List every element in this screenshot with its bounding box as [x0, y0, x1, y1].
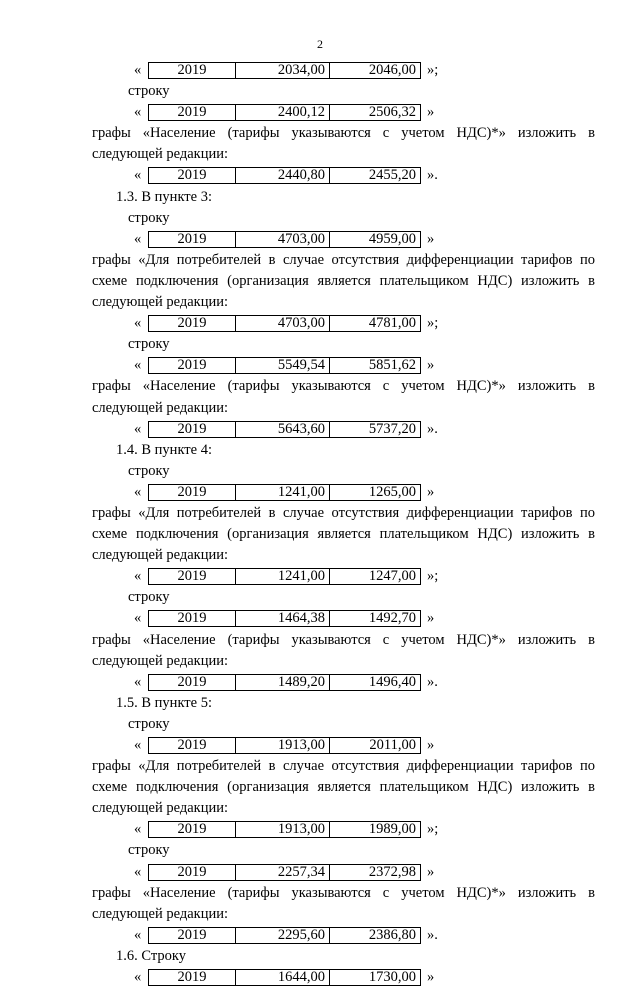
tariff-row [92, 419, 595, 440]
tariff-row [92, 672, 595, 693]
section-heading: 1.6. Строку [116, 947, 186, 964]
tariff-value-2: 1265,00 [330, 484, 421, 500]
tariff-table [148, 927, 421, 944]
tariff-value-1: 4703,00 [236, 316, 330, 332]
tariff-table [148, 674, 421, 691]
document-body [92, 60, 595, 988]
line-label: строку [128, 842, 170, 859]
close-quote: » [427, 737, 435, 753]
tariff-value-1: 2295,60 [236, 927, 330, 943]
year-cell: 2019 [149, 611, 236, 627]
open-quote: « [134, 737, 142, 753]
tariff-value-1: 1489,20 [236, 674, 330, 690]
year-cell: 2019 [149, 927, 236, 943]
open-quote: « [134, 969, 142, 986]
paragraph-line: следующей редакции: [92, 146, 229, 163]
tariff-row [92, 608, 595, 629]
year-cell: 2019 [149, 970, 236, 986]
paragraph-line: следующей редакции: [92, 905, 229, 922]
tariff-value-1: 1241,00 [236, 484, 330, 500]
tariff-value-1: 2034,00 [236, 63, 330, 79]
paragraph-line: схеме подключения (организация является плательщиком НДС) изложить в [92, 526, 595, 543]
tariff-row [92, 735, 595, 756]
line-label: строку [128, 462, 170, 479]
open-quote: « [134, 926, 142, 943]
tariff-value-1: 2257,34 [236, 864, 330, 880]
tariff-value-2: 5851,62 [330, 358, 421, 374]
close-quote: » [427, 863, 435, 880]
tariff-table [148, 821, 421, 838]
tariff-table [148, 421, 421, 438]
tariff-value-2: 4959,00 [330, 231, 421, 247]
year-cell: 2019 [149, 864, 236, 880]
tariff-value-1: 1913,00 [236, 822, 330, 838]
line-label: строку [128, 209, 170, 226]
year-cell: 2019 [149, 484, 236, 500]
year-cell: 2019 [149, 358, 236, 374]
paragraph-line: графы «Для потребителей в случае отсутствия дифференциации тарифов по [92, 758, 595, 775]
paragraph-line: схеме подключения (организация является плательщиком НДС) изложить в [92, 779, 595, 796]
open-quote: « [134, 863, 142, 880]
year-cell: 2019 [149, 421, 236, 437]
paragraph-line: графы «Население (тарифы указываются с учетом НДС)*» изложить в [92, 378, 595, 395]
tariff-value-2: 1496,40 [330, 674, 421, 690]
close-quote: »; [427, 568, 439, 585]
close-quote: »; [427, 821, 439, 838]
close-quote: »; [427, 62, 439, 78]
close-quote: » [427, 357, 435, 374]
tariff-row [92, 102, 595, 123]
tariff-value-2: 4781,00 [330, 316, 421, 332]
close-quote: » [427, 230, 435, 247]
tariff-row [92, 482, 595, 503]
tariff-value-1: 4703,00 [236, 231, 330, 247]
close-quote: » [427, 104, 435, 121]
line-label: строку [128, 83, 170, 100]
tariff-value-1: 1644,00 [236, 970, 330, 986]
line-label: строку [128, 715, 170, 732]
line-label: строку [128, 589, 170, 606]
close-quote: ». [427, 926, 438, 943]
paragraph-line: графы «Для потребителей в случае отсутствия дифференциации тарифов по [92, 251, 595, 268]
open-quote: « [134, 315, 142, 332]
tariff-value-1: 5643,60 [236, 421, 330, 437]
tariff-value-1: 5549,54 [236, 358, 330, 374]
tariff-row [92, 355, 595, 376]
close-quote: ». [427, 673, 438, 690]
open-quote: « [134, 568, 142, 585]
year-cell: 2019 [149, 569, 236, 585]
tariff-table [148, 167, 421, 184]
page-number: 2 [317, 37, 323, 51]
tariff-value-1: 2400,12 [236, 105, 330, 121]
tariff-table [148, 610, 421, 627]
open-quote: « [134, 483, 142, 500]
tariff-value-2: 2046,00 [330, 63, 421, 79]
tariff-table [148, 568, 421, 585]
paragraph-line: схеме подключения (организация является плательщиком НДС) изложить в [92, 272, 595, 289]
tariff-row [92, 566, 595, 587]
year-cell: 2019 [149, 738, 236, 754]
tariff-value-2: 2372,98 [330, 864, 421, 880]
tariff-table [148, 104, 421, 121]
tariff-value-1: 2440,80 [236, 168, 330, 184]
tariff-row [92, 229, 595, 250]
paragraph-line: графы «Население (тарифы указываются с учетом НДС)*» изложить в [92, 631, 595, 648]
paragraph-line: следующей редакции: [92, 800, 229, 817]
paragraph-line: следующей редакции: [92, 547, 229, 564]
open-quote: « [134, 62, 142, 78]
tariff-table [148, 62, 421, 79]
tariff-value-2: 1247,00 [330, 569, 421, 585]
open-quote: « [134, 821, 142, 838]
tariff-value-2: 2386,80 [330, 927, 421, 943]
tariff-value-2: 5737,20 [330, 421, 421, 437]
open-quote: « [134, 673, 142, 690]
tariff-table [148, 969, 421, 986]
tariff-value-1: 1241,00 [236, 569, 330, 585]
paragraph-line: следующей редакции: [92, 399, 229, 416]
paragraph-line: следующей редакции: [92, 294, 229, 311]
open-quote: « [134, 104, 142, 121]
section-heading: 1.5. В пункте 5: [116, 694, 212, 711]
tariff-value-2: 1492,70 [330, 611, 421, 627]
tariff-row [92, 165, 595, 186]
year-cell: 2019 [149, 231, 236, 247]
close-quote: » [427, 969, 435, 986]
tariff-row [92, 967, 595, 988]
open-quote: « [134, 610, 142, 627]
tariff-value-1: 1913,00 [236, 738, 330, 754]
tariff-value-2: 2455,20 [330, 168, 421, 184]
tariff-row [92, 313, 595, 334]
paragraph-line: следующей редакции: [92, 652, 229, 669]
section-heading: 1.3. В пункте 3: [116, 188, 212, 205]
open-quote: « [134, 167, 142, 184]
paragraph-line: графы «Население (тарифы указываются с учетом НДС)*» изложить в [92, 884, 595, 901]
open-quote: « [134, 420, 142, 437]
year-cell: 2019 [149, 63, 236, 79]
year-cell: 2019 [149, 105, 236, 121]
tariff-value-2: 2506,32 [330, 105, 421, 121]
year-cell: 2019 [149, 168, 236, 184]
tariff-row [92, 925, 595, 946]
close-quote: ». [427, 167, 438, 184]
tariff-table [148, 231, 421, 248]
tariff-value-2: 1730,00 [330, 970, 421, 986]
close-quote: » [427, 610, 435, 627]
close-quote: ». [427, 420, 438, 437]
open-quote: « [134, 357, 142, 374]
tariff-value-2: 1989,00 [330, 822, 421, 838]
line-label: строку [128, 336, 170, 353]
tariff-table [148, 315, 421, 332]
tariff-table [148, 864, 421, 881]
paragraph-line: графы «Население (тарифы указываются с учетом НДС)*» изложить в [92, 125, 595, 142]
tariff-row [92, 60, 595, 81]
year-cell: 2019 [149, 316, 236, 332]
tariff-value-1: 1464,38 [236, 611, 330, 627]
paragraph-line: графы «Для потребителей в случае отсутствия дифференциации тарифов по [92, 504, 595, 521]
tariff-value-2: 2011,00 [330, 738, 421, 754]
open-quote: « [134, 230, 142, 247]
tariff-row [92, 819, 595, 840]
tariff-table [148, 357, 421, 374]
tariff-table [148, 737, 421, 754]
year-cell: 2019 [149, 674, 236, 690]
close-quote: »; [427, 315, 439, 332]
section-heading: 1.4. В пункте 4: [116, 441, 212, 458]
close-quote: » [427, 483, 435, 500]
tariff-row [92, 862, 595, 883]
year-cell: 2019 [149, 822, 236, 838]
tariff-table [148, 484, 421, 501]
